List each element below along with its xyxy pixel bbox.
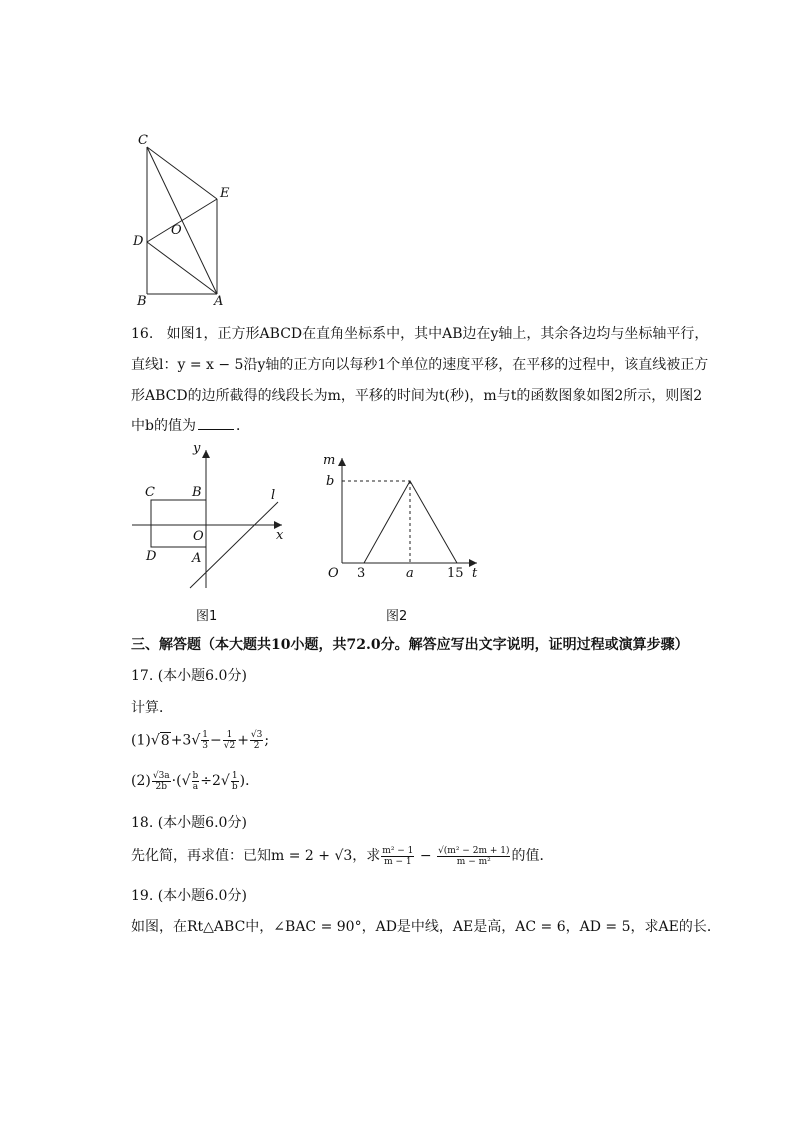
q16-line1 xyxy=(131,323,708,343)
q18-text: 先化简，再求值：已知m = 2 + √3，求 $\frac{\text{m² − 1}}{m - 1}$ − $\frac{\text{√(m² − 2m + 1)}}{\text{m − m²}}$ 的值． xyxy=(131,845,554,867)
y-axis-arrow xyxy=(202,450,210,458)
fig2-label-o: O xyxy=(328,566,339,581)
q16-line4 xyxy=(131,415,250,435)
fig1-label-c: C xyxy=(145,485,155,500)
q17-part2: (2) $\frac{√3a}{2b}$ ·(√ $\frac{b}{a}$ ÷2√ $\frac{1}{b}$ )． xyxy=(131,770,260,792)
segment-ce xyxy=(147,147,217,199)
q16-number: 16. xyxy=(131,326,154,342)
q17-part1: (1)√8+3√ $\frac{1}{3}$ − $\frac{1}{√2}$ + $\frac{√3}{2}$ ; xyxy=(131,730,270,751)
label-a-top: A xyxy=(214,294,224,309)
q18-text-pre: 先化简，再求值：已知m = 2 + √3，求 xyxy=(131,848,381,864)
q18-header: 18. (本小题6.0分) xyxy=(131,815,247,831)
fig2-label-15: 15 xyxy=(447,566,464,581)
fig1-label-l: l xyxy=(271,488,276,503)
label-b-top: B xyxy=(137,294,147,309)
q17-part1-label: (1) xyxy=(131,732,151,749)
q16-line2 xyxy=(131,354,708,374)
q16-text-1: 如图1，正方形ABCD在直角坐标系中，其中AB边在y轴上，其余各边均与坐标轴平行， xyxy=(166,326,709,342)
q17-intro: 计算． xyxy=(131,700,173,716)
section-3-title: 三、解答题（本大题共10小题，共72.0分。解答应写出文字说明，证明过程或演算步骤） xyxy=(131,637,689,653)
fig2-label-t: t xyxy=(472,566,478,581)
fig1-label-d: D xyxy=(146,549,157,564)
fig2-label-b: b xyxy=(326,474,335,489)
figure-2-function-graph xyxy=(320,448,485,573)
fig1-label-a: A xyxy=(192,551,202,566)
fig1-label-b: B xyxy=(192,485,202,500)
q16-text-2: 直线l：y = x − 5沿y轴的正方向以每秒1个单位的速度平移，在平移的过程中，该直线被正方 xyxy=(131,357,709,373)
segment-da xyxy=(147,242,217,294)
line-l xyxy=(190,502,278,588)
label-o-top: O xyxy=(171,223,182,238)
segment-de xyxy=(147,199,217,242)
m-axis-arrow xyxy=(338,458,346,466)
answer-blank xyxy=(198,429,234,430)
fig2-label-3: 3 xyxy=(357,566,366,581)
q19-header: 19. (本小题6.0分) xyxy=(131,888,247,904)
q17-header: 17. (本小题6.0分) xyxy=(131,668,247,684)
q19-text: 如图，在Rt△ABC中，∠BAC = 90°，AD是中线，AE是高，AC = 6，AD = 5，求AE的长． xyxy=(131,919,721,935)
q17-part2-label: (2) xyxy=(131,773,151,789)
q16-line3 xyxy=(131,385,702,405)
fig1-label-y: y xyxy=(193,441,201,456)
q18-text-post: 的值． xyxy=(511,848,554,864)
fig1-label-x: x xyxy=(276,528,284,543)
fig1-caption: 图1 xyxy=(196,609,218,624)
figure-1-coordinate-plot xyxy=(130,440,290,590)
label-c-top: C xyxy=(138,133,148,148)
q16-text-4-end: ． xyxy=(235,418,250,434)
label-e-top: E xyxy=(220,186,230,201)
q16-text-3: 形ABCD的边所截得的线段长为m，平移的时间为t(秒)，m与t的函数图象如图2所示，则图2 xyxy=(131,388,703,404)
geometry-figure-top xyxy=(130,130,240,315)
fig2-caption: 图2 xyxy=(386,609,408,624)
fig2-label-m: m xyxy=(323,453,336,468)
label-d-top: D xyxy=(133,234,144,249)
fig1-label-o: O xyxy=(193,529,204,544)
fig2-label-a: a xyxy=(406,566,414,581)
q16-text-4: 中b的值为 xyxy=(131,418,196,434)
